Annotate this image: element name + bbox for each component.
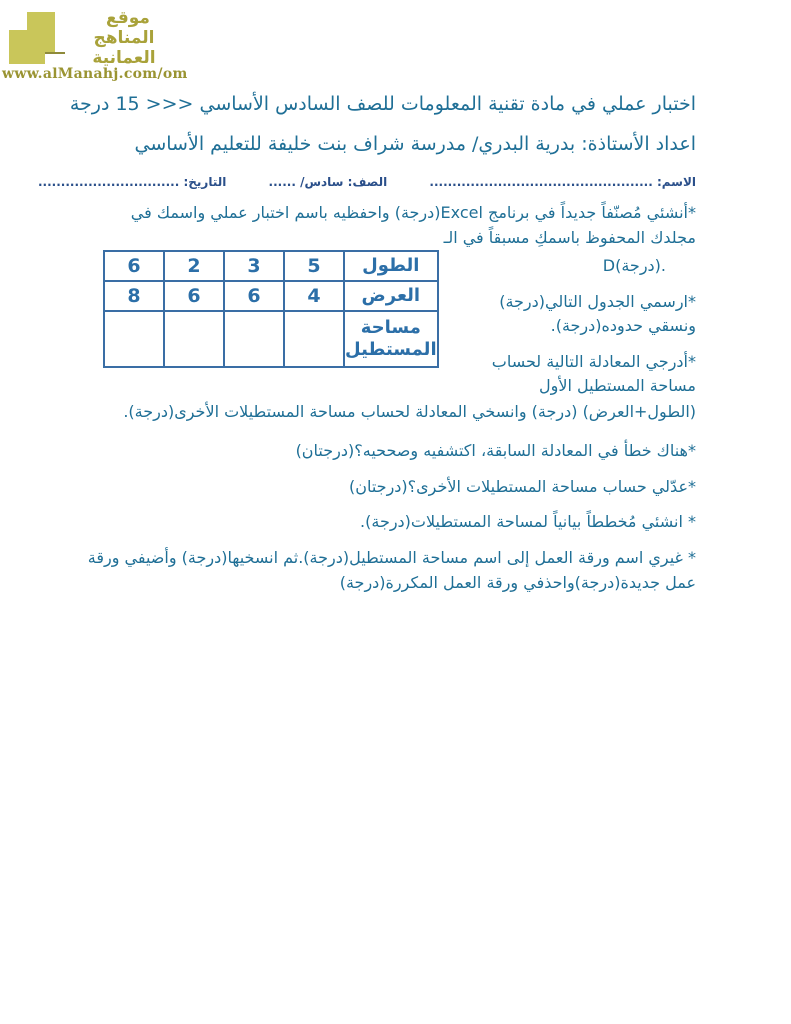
row-header: الطول	[344, 251, 438, 281]
table-cell	[224, 311, 284, 367]
class-field: الصف: سادس/ ......	[268, 175, 388, 189]
table-row-width	[104, 281, 438, 311]
exam-author: اعداد الأستاذة: بدرية البدري/ مدرسة شراف بنت خليفة للتعليم الأساسي	[134, 133, 696, 155]
table-cell: 5	[284, 251, 344, 281]
name-field: الاسم: .................................................	[429, 175, 696, 189]
table-cell: 2	[164, 251, 224, 281]
table-cell	[284, 311, 344, 367]
table-cell	[164, 311, 224, 367]
logo-square-front	[9, 30, 45, 64]
student-fields	[0, 175, 696, 189]
table-cell	[104, 311, 164, 367]
table-cell: 3	[224, 251, 284, 281]
question-3-line-3: (الطول+العرض) (درجة) وانسخي المعادلة لحساب مساحة المستطيلات الأخرى(درجة).	[123, 402, 696, 421]
date-field: التاريخ: ...............................	[37, 175, 227, 189]
question-7-line-2: عمل جديدة(درجة)واحذفي ورقة العمل المكررة(درجة)	[339, 573, 696, 592]
logo-top-text: موقع	[106, 8, 150, 28]
question-3-line-1: *أدرجي المعادلة التالية لحساب	[491, 352, 696, 371]
question-3-line-2: مساحة المستطيل الأول	[538, 376, 696, 395]
table-row-area	[104, 311, 438, 367]
table-cell: 6	[104, 251, 164, 281]
question-7-line-1: * غيري اسم ورقة العمل إلى اسم مساحة المستطيل(درجة).ثم انسخيها(درجة) وأضيفي ورقة	[87, 548, 696, 567]
question-5: *عدّلي حساب مساحة المستطيلات الأخرى؟(درجتان)	[348, 477, 696, 496]
table-cell: 8	[104, 281, 164, 311]
table-row-length	[104, 251, 438, 281]
logo-main-text: المناهج العمانية	[92, 28, 156, 68]
table-cell: 6	[224, 281, 284, 311]
logo-url[interactable]: www.alManahj.com/om	[2, 66, 188, 82]
row-header: مساحة المستطيل	[344, 311, 438, 367]
rectangle-data-table	[103, 250, 439, 368]
exam-title: اختبار عملي في مادة تقنية المعلومات للصف السادس الأساسي <<< 15 درجة	[69, 93, 696, 115]
question-1-line-2: مجلدك المحفوظ باسمكِ مسبقاً في الـ	[443, 228, 696, 247]
table-cell: 4	[284, 281, 344, 311]
question-2-line-1: *ارسمي الجدول التالي(درجة)	[499, 292, 696, 311]
question-1-line-1: *أنشئي مُصنّفاً جديداً في برنامج Excel(درجة) واحفظيه باسم اختبار عملي واسمك في	[130, 203, 696, 222]
question-6: * انشئي مُخططاً بيانياً لمساحة المستطيلات(درجة).	[360, 512, 696, 531]
question-2-line-2: ونسقي حدوده(درجة).	[550, 316, 696, 335]
row-header: العرض	[344, 281, 438, 311]
table-cell: 6	[164, 281, 224, 311]
question-4: *هناك خطأ في المعادلة السابقة، اكتشفيه وصححيه؟(درجتان)	[295, 441, 696, 460]
question-1-line-3: D(درجة).	[602, 256, 666, 275]
